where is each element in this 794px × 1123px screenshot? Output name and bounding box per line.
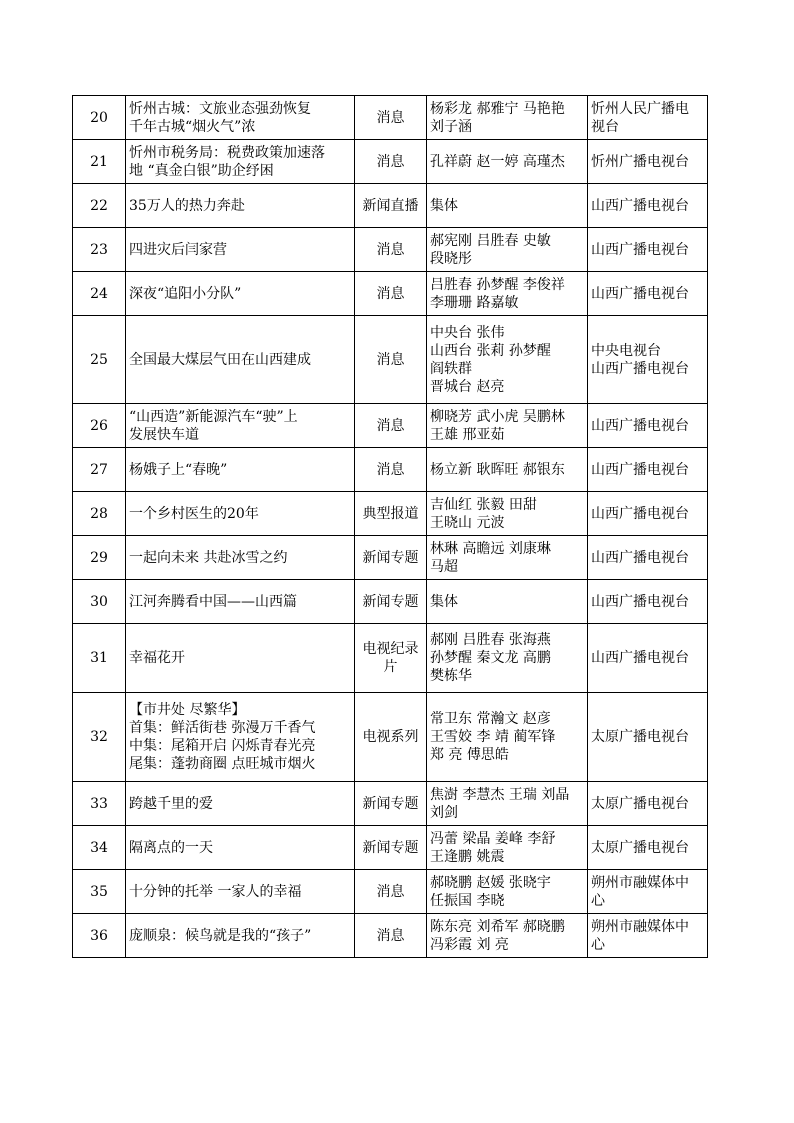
table-row <box>73 536 708 580</box>
unit-cell <box>588 914 708 958</box>
row-number-cell: 28 <box>73 492 126 536</box>
unit-line: 山西广播电视台 <box>591 241 689 258</box>
unit-cell <box>588 624 708 693</box>
work-title-line: “山西造”新能源汽车“驶”上 <box>129 408 298 425</box>
row-number-cell: 21 <box>73 140 126 184</box>
authors-cell <box>427 272 588 316</box>
table-row <box>73 693 708 782</box>
work-title-line: 十分钟的托举 一家人的幸福 <box>129 883 302 900</box>
row-number-cell: 32 <box>73 693 126 782</box>
unit-cell <box>588 184 708 228</box>
work-title-line: 一起向未来 共赴冰雪之约 <box>129 549 288 566</box>
authors-line: 郝晓鹏 赵媛 张晓宇 <box>430 874 551 891</box>
category-cell <box>355 624 427 693</box>
unit-cell <box>588 448 708 492</box>
authors-line: 马超 <box>430 558 458 575</box>
category-cell <box>355 228 427 272</box>
category-cell <box>355 448 427 492</box>
category-cell <box>355 96 427 140</box>
table-row <box>73 272 708 316</box>
category-line: 消息 <box>376 285 405 302</box>
authors-cell <box>427 693 588 782</box>
unit-line: 山西广播电视台 <box>591 285 689 302</box>
authors-line: 郝宪刚 吕胜春 史敏 <box>430 232 551 249</box>
category-line: 新闻专题 <box>362 839 419 856</box>
authors-line: 郝刚 吕胜春 张海燕 <box>430 632 551 648</box>
category-line: 消息 <box>376 417 405 434</box>
unit-line: 忻州广播电视台 <box>591 153 689 170</box>
authors-line: 晋城台 赵亮 <box>430 378 505 395</box>
unit-line: 心 <box>591 936 605 953</box>
work-title-cell <box>126 228 355 272</box>
unit-line: 朔州市融媒体中 <box>591 874 689 891</box>
category-line: 电视系列 <box>362 729 419 745</box>
table-row <box>73 184 708 228</box>
category-cell <box>355 140 427 184</box>
table-row <box>73 782 708 826</box>
category-line: 典型报道 <box>362 505 419 522</box>
authors-line: 王晓山 元波 <box>430 514 505 531</box>
work-title-line: 千年古城“烟火气”浓 <box>129 118 256 135</box>
unit-line: 朔州市融媒体中 <box>591 918 689 935</box>
authors-line: 吕胜春 孙梦醒 李俊祥 <box>430 276 565 293</box>
work-title-cell <box>126 140 355 184</box>
authors-line: 吉仙红 张毅 田甜 <box>430 496 537 513</box>
authors-line: 刘子涵 <box>430 118 472 135</box>
unit-cell <box>588 536 708 580</box>
unit-cell <box>588 580 708 624</box>
category-line: 消息 <box>376 883 405 900</box>
authors-line: 杨彩龙 郝雅宁 马艳艳 <box>430 100 565 117</box>
authors-cell <box>427 624 588 693</box>
row-number-cell: 29 <box>73 536 126 580</box>
category-cell <box>355 580 427 624</box>
category-line: 消息 <box>376 461 405 478</box>
unit-cell <box>588 228 708 272</box>
work-title-cell <box>126 826 355 870</box>
category-line: 片 <box>383 659 398 675</box>
category-line: 消息 <box>376 109 405 126</box>
authors-cell <box>427 536 588 580</box>
work-title-cell <box>126 448 355 492</box>
work-title-cell <box>126 316 355 404</box>
authors-line: 焦澍 李慧杰 王瑞 刘晶 <box>430 786 570 803</box>
authors-line: 任振国 李晓 <box>430 892 505 909</box>
category-line: 新闻专题 <box>362 795 419 812</box>
work-title-line: 江河奔腾看中国——山西篇 <box>129 593 297 610</box>
authors-line: 孔祥蔚 赵一婷 高瑾杰 <box>430 153 565 170</box>
authors-line: 刘剑 <box>430 804 458 821</box>
work-title-cell <box>126 272 355 316</box>
authors-line: 段晓彤 <box>430 250 472 267</box>
category-cell <box>355 404 427 448</box>
unit-line: 山西广播电视台 <box>591 360 689 377</box>
row-number-cell: 34 <box>73 826 126 870</box>
table-row <box>73 580 708 624</box>
authors-line: 陈东亮 刘希军 郝晓鹏 <box>430 918 565 935</box>
authors-cell <box>427 96 588 140</box>
category-cell <box>355 492 427 536</box>
unit-line: 忻州人民广播电 <box>591 100 689 117</box>
category-line: 新闻直播 <box>362 197 419 214</box>
table-row <box>73 492 708 536</box>
work-title-cell <box>126 96 355 140</box>
table-row <box>73 316 708 404</box>
work-title-line: 发展快车道 <box>129 426 199 443</box>
authors-line: 常卫东 常瀚文 赵彦 <box>430 711 551 727</box>
work-title-line: 隔离点的一天 <box>129 839 213 856</box>
work-title-line: 尾集：蓬勃商圈 点旺城市烟火 <box>129 756 316 772</box>
authors-cell <box>427 870 588 914</box>
unit-cell <box>588 272 708 316</box>
authors-cell <box>427 228 588 272</box>
work-title-line: 跨越千里的爱 <box>129 795 213 812</box>
authors-cell <box>427 914 588 958</box>
unit-line: 中央电视台 <box>591 342 661 359</box>
unit-cell <box>588 316 708 404</box>
table-row <box>73 448 708 492</box>
unit-cell <box>588 96 708 140</box>
work-title-line: 深夜“追阳小分队” <box>129 285 242 302</box>
authors-cell <box>427 404 588 448</box>
unit-line: 山西广播电视台 <box>591 197 689 214</box>
row-number-cell: 27 <box>73 448 126 492</box>
table-row <box>73 140 708 184</box>
work-title-cell <box>126 492 355 536</box>
table-row <box>73 228 708 272</box>
category-cell <box>355 826 427 870</box>
unit-line: 山西广播电视台 <box>591 505 689 522</box>
category-cell <box>355 184 427 228</box>
category-line: 消息 <box>376 351 405 368</box>
category-line: 消息 <box>376 241 405 258</box>
authors-line: 冯蕾 梁晶 姜峰 李舒 <box>430 830 556 847</box>
row-number-cell: 31 <box>73 624 126 693</box>
authors-line: 杨立新 耿晖旺 郝银东 <box>430 461 565 478</box>
work-title-line: 【市井处 尽繁华】 <box>129 702 246 718</box>
authors-line: 阎轶群 <box>430 360 472 377</box>
row-number-cell: 33 <box>73 782 126 826</box>
category-cell <box>355 272 427 316</box>
authors-line: 中央台 张伟 <box>430 324 505 341</box>
authors-cell <box>427 316 588 404</box>
authors-line: 山西台 张莉 孙梦醒 <box>430 342 551 359</box>
category-cell <box>355 693 427 782</box>
authors-line: 王雄 邢亚茹 <box>430 426 505 443</box>
authors-line: 冯彩霞 刘 亮 <box>430 936 509 953</box>
unit-cell <box>588 693 708 782</box>
authors-line: 孙梦醒 秦文龙 高鹏 <box>430 650 551 666</box>
row-number-cell: 23 <box>73 228 126 272</box>
category-line: 消息 <box>376 927 405 944</box>
row-number-cell: 22 <box>73 184 126 228</box>
unit-line: 山西广播电视台 <box>591 417 689 434</box>
work-title-line: 杨娥子上“春晚” <box>129 461 228 478</box>
authors-line: 集体 <box>430 593 458 610</box>
work-title-line: 全国最大煤层气田在山西建成 <box>129 351 311 368</box>
authors-cell <box>427 782 588 826</box>
work-title-line: 地 “真金白银”助企纾困 <box>129 162 274 179</box>
table-row <box>73 96 708 140</box>
work-title-cell <box>126 404 355 448</box>
authors-cell <box>427 184 588 228</box>
row-number-cell: 36 <box>73 914 126 958</box>
unit-line: 山西广播电视台 <box>591 650 689 666</box>
unit-cell <box>588 870 708 914</box>
row-number-cell: 25 <box>73 316 126 404</box>
category-cell <box>355 782 427 826</box>
work-title-cell <box>126 782 355 826</box>
authors-cell <box>427 580 588 624</box>
work-title-line: 中集：尾箱开启 闪烁青春光亮 <box>129 738 316 754</box>
authors-line: 王逢鹏 姚震 <box>430 848 505 865</box>
authors-line: 柳晓芳 武小虎 吴鹏林 <box>430 408 565 425</box>
authors-line: 李珊珊 路嘉敏 <box>430 294 519 311</box>
authors-line: 林琳 高瞻远 刘康琳 <box>430 540 551 557</box>
work-title-line: 首集：鲜活街巷 弥漫万千香气 <box>129 720 316 736</box>
unit-line: 山西广播电视台 <box>591 593 689 610</box>
unit-line: 太原广播电视台 <box>591 839 689 856</box>
table-row <box>73 870 708 914</box>
work-title-line: 一个乡村医生的20年 <box>129 505 259 522</box>
work-title-line: 忻州古城：文旅业态强劲恢复 <box>129 100 311 117</box>
work-title-line: 忻州市税务局：税费政策加速落 <box>129 144 325 161</box>
unit-cell <box>588 492 708 536</box>
work-title-line: 35万人的热力奔赴 <box>129 197 245 214</box>
unit-cell <box>588 782 708 826</box>
category-line: 消息 <box>376 153 405 170</box>
authors-cell <box>427 492 588 536</box>
authors-line: 樊栋华 <box>430 668 472 684</box>
row-number-cell: 26 <box>73 404 126 448</box>
unit-line: 太原广播电视台 <box>591 729 689 745</box>
authors-line: 集体 <box>430 197 458 214</box>
work-title-cell <box>126 580 355 624</box>
row-number-cell: 24 <box>73 272 126 316</box>
table-row <box>73 624 708 693</box>
unit-line: 太原广播电视台 <box>591 795 689 812</box>
work-title-cell <box>126 914 355 958</box>
authors-cell <box>427 140 588 184</box>
row-number-cell: 35 <box>73 870 126 914</box>
table-row <box>73 404 708 448</box>
authors-line: 郑 亮 傅思皓 <box>430 747 509 763</box>
work-title-cell <box>126 536 355 580</box>
row-number-cell: 20 <box>73 96 126 140</box>
row-number-cell: 30 <box>73 580 126 624</box>
authors-cell <box>427 448 588 492</box>
unit-cell <box>588 826 708 870</box>
award-list-table <box>72 95 708 958</box>
category-cell <box>355 536 427 580</box>
work-title-cell <box>126 693 355 782</box>
work-title-cell <box>126 870 355 914</box>
category-line: 新闻专题 <box>362 593 419 610</box>
table-row <box>73 914 708 958</box>
unit-cell <box>588 140 708 184</box>
work-title-line: 四进灾后闫家营 <box>129 241 227 258</box>
unit-line: 视台 <box>591 118 619 135</box>
category-cell <box>355 914 427 958</box>
work-title-cell <box>126 184 355 228</box>
authors-cell <box>427 826 588 870</box>
category-line: 新闻专题 <box>362 549 419 566</box>
unit-line: 心 <box>591 892 605 909</box>
category-cell <box>355 870 427 914</box>
unit-line: 山西广播电视台 <box>591 461 689 478</box>
work-title-line: 幸福花开 <box>129 650 185 666</box>
work-title-line: 庞顺泉：候鸟就是我的“孩子” <box>129 927 312 944</box>
category-cell <box>355 316 427 404</box>
category-line: 电视纪录 <box>362 641 419 657</box>
unit-cell <box>588 404 708 448</box>
work-title-cell <box>126 624 355 693</box>
unit-line: 山西广播电视台 <box>591 549 689 566</box>
table-body <box>73 96 708 958</box>
authors-line: 王雪姣 李 靖 蔺军锋 <box>430 729 556 745</box>
table-row <box>73 826 708 870</box>
